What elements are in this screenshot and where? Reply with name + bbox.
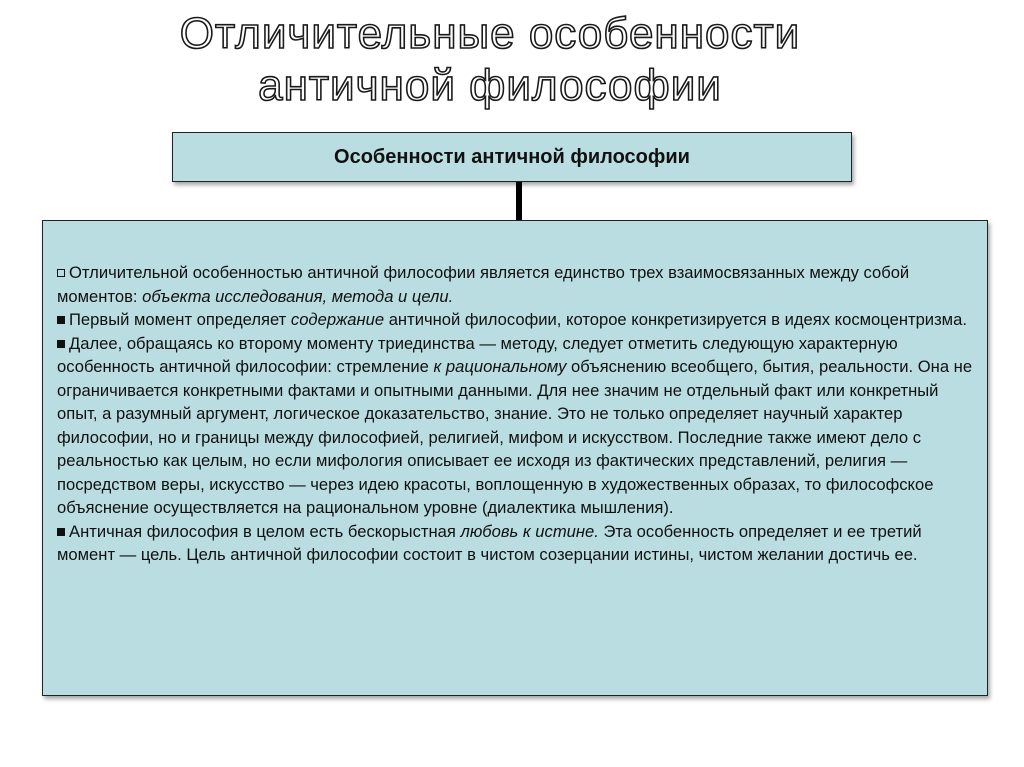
content-box [42, 220, 988, 696]
solid-square-bullet-icon [57, 308, 69, 332]
paragraph-3-text-b: объяснению всеобщего, бытия, реальности. Она не ограничивается конкретными фактами и опытными данными. Для нее значим не отдельный факт или конкретный опыт, а разумный аргумент, логическое доказательство, знание. Это не только определяет научный характер философии, но и границы между философией, религией, мифом и искусством. Последние также имеют дело с реальностью как целым, но если мифология описывает ее исходя из фактических представлений, религия — посредством веры, искусство — через идею красоты, воплощенную в художественных образах, то философское объяснение осуществляется на рациональном уровне (диалектика мышления). [57, 357, 973, 517]
paragraph-4-emphasis: любовь к истине. [460, 521, 599, 541]
slide-title-line-1: Отличительные особенности [179, 9, 801, 58]
paragraph-2-text-a: Первый момент определяет [69, 310, 291, 329]
slide-title [0, 8, 980, 112]
paragraph-3 [57, 332, 973, 520]
header-box [172, 132, 852, 182]
paragraph-3-text-a: Далее, обращаясь ко второму моменту триединства — методу, следует отметить следующую характерную особенность античной философии: стремление [57, 333, 898, 376]
paragraph-2-text-b: античной философии, которое конкретизируется в идеях космоцентризма. [384, 310, 967, 329]
paragraph-1 [57, 261, 973, 308]
solid-square-bullet-icon [57, 332, 69, 356]
paragraph-2-emphasis: содержание [290, 310, 385, 329]
hollow-square-bullet-icon [57, 261, 69, 285]
paragraph-4-text-a: Античная философия в целом есть бескорыстная [69, 521, 461, 541]
solid-square-bullet-icon [57, 520, 69, 544]
paragraph-2 [57, 308, 973, 332]
paragraph-1-emphasis: объекта исследования, метода и цели. [142, 286, 454, 306]
paragraph-4-text-b: Эта особенность определяет и ее третий момент — цель. Цель античной философии состоит в чистом созерцании истины, чистом желании достичь ее. [57, 521, 922, 564]
paragraph-4 [57, 520, 973, 567]
slide-title-line-2: античной философии [258, 61, 722, 110]
paragraph-3-emphasis: к рациональному [433, 357, 567, 376]
header-label: Особенности античной философии [334, 145, 690, 168]
paragraph-1-text: Отличительной особенностью античной философии является единство трех взаимосвязанных между собой моментов: [57, 263, 910, 306]
connector-line [516, 182, 522, 222]
